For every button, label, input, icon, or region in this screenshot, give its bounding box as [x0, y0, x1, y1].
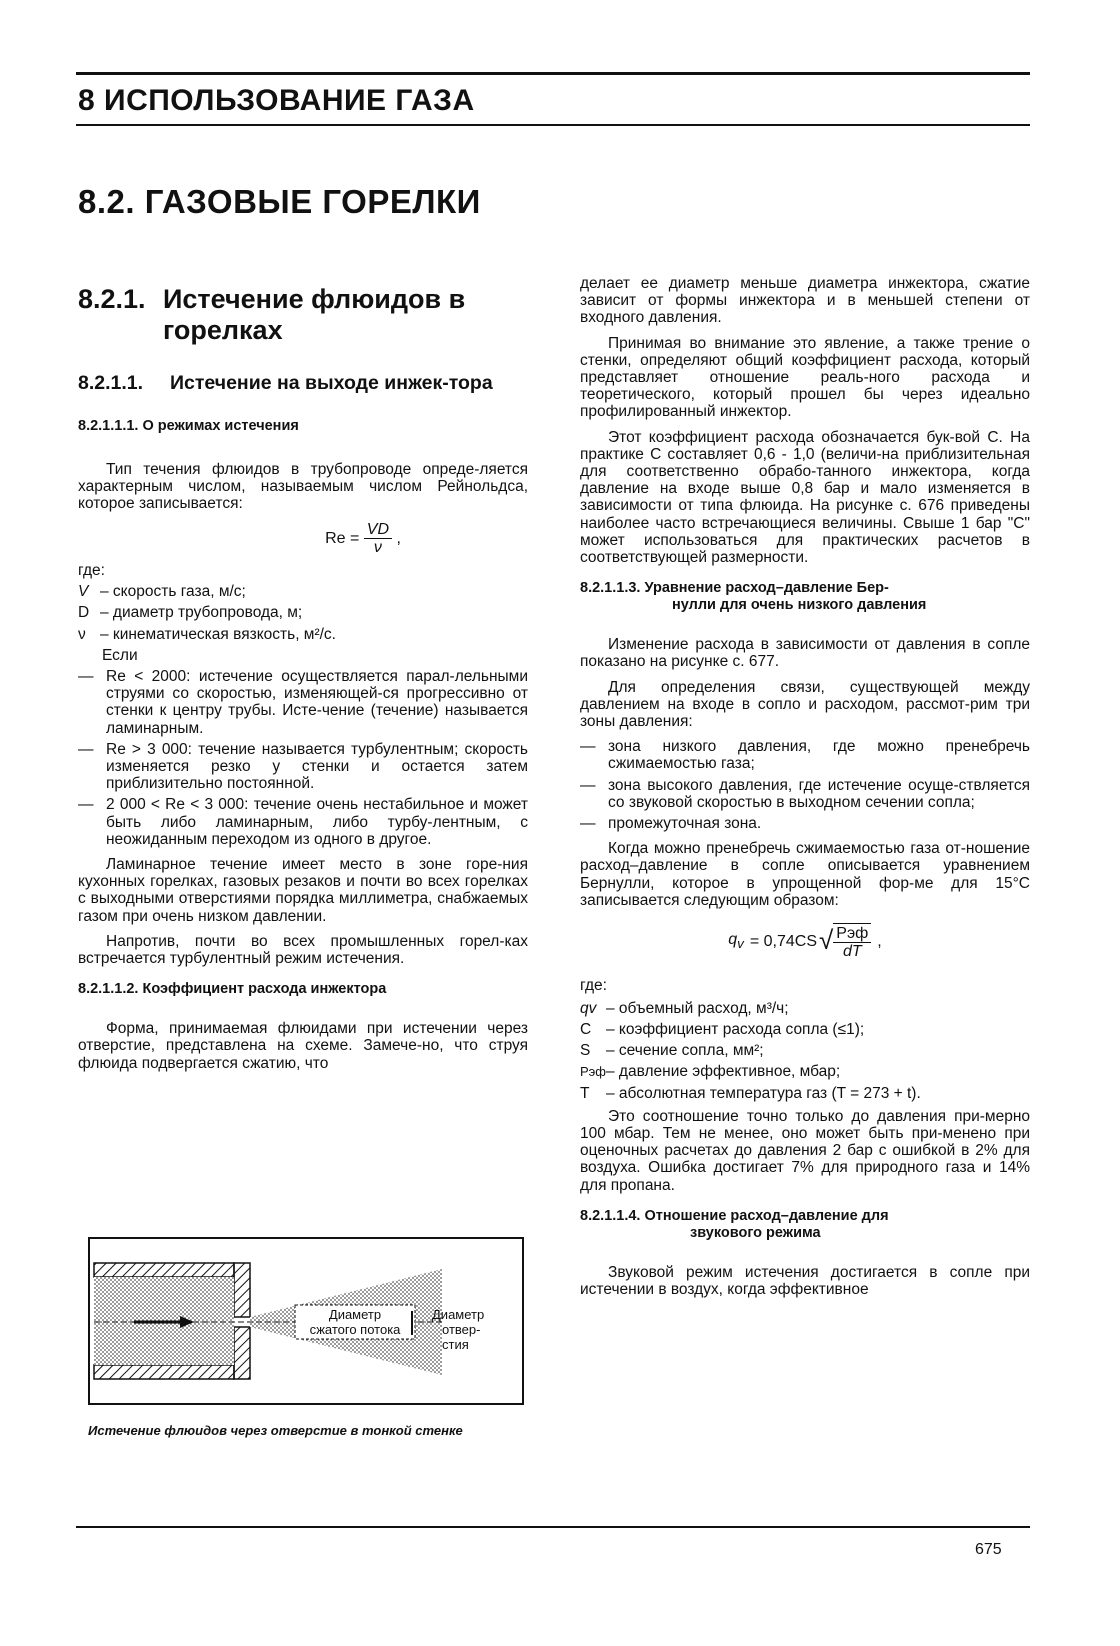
pipe-wall-top: [94, 1263, 234, 1277]
heading-text: Уравнение расход–давление Бер-: [644, 580, 889, 597]
definition-item: [78, 626, 528, 643]
def-symbol: C: [580, 1020, 592, 1038]
formula-tail: ,: [396, 529, 401, 547]
def-text: – сечение сопла, мм²;: [606, 1042, 764, 1060]
list-item-text: зона низкого давления, где можно пренебречь сжимаемостью газа;: [608, 738, 1030, 773]
heading-8-2-1-1: [78, 372, 528, 394]
formula-lhs: Re =: [325, 529, 360, 547]
formula-denominator: ν: [373, 538, 382, 556]
figure-caption: Истечение флюидов через отверстие в тонкой стенке: [88, 1423, 463, 1438]
definition-list: [78, 583, 528, 643]
label-line: стия: [442, 1337, 469, 1352]
paragraph: Звуковой режим истечения достигается в сопле при истечении в воздух, когда эффективное: [580, 1263, 1030, 1298]
where-label: где:: [580, 976, 607, 994]
def-symbol: qv: [580, 999, 597, 1017]
formula-fraction: [364, 521, 392, 556]
where-label: где:: [78, 562, 105, 580]
label-line: сжатого потока: [309, 1322, 401, 1337]
definition-list: [580, 1000, 1030, 1102]
def-symbol: Pэф: [580, 1064, 606, 1080]
list-item: [78, 741, 528, 793]
paragraph: Когда можно пренебречь сжимаемостью газа от-ношение расход–давление в сопле описывается уравнением Бернулли, которое в упрощенной фор-ме для 15°С записывается следующим образом:: [580, 840, 1030, 909]
heading-8-2-1: [78, 284, 528, 346]
reynolds-formula: [198, 521, 528, 556]
list-item-text: Re < 2000: истечение осуществляется парал-лельными струями со скоростью, изменяющей-ся прогрессивно от стенки к центру трубы. Исте-чение (течение) называется ламинарным.: [106, 668, 528, 737]
chapter-rule: [76, 124, 1030, 126]
heading-text: Истечение на выходе инжек-тора: [170, 372, 493, 394]
dash-bullet: —: [580, 776, 596, 794]
heading-8-2-1-1-1: 8.2.1.1.1. О режимах истечения: [78, 418, 299, 434]
definition-item: [580, 1000, 1030, 1017]
heading-text: Отношение расход–давление для: [644, 1207, 889, 1224]
paragraph: Ламинарное течение имеет место в зоне горе-ния кухонных горелках, газовых резаков и почти во всех горелках с выходными отверстиями порядка миллиметра, снабжаемых газом при очень низком давлении.: [78, 856, 528, 925]
list-item: [78, 796, 528, 848]
def-symbol: D: [78, 604, 90, 622]
paragraph: Для определения связи, существующей между давлением на входе в сопло и расходом, рассмот-рим три зоны давления:: [580, 678, 1030, 731]
plate-bottom: [234, 1327, 250, 1379]
label-orifice-diameter: [432, 1307, 484, 1352]
formula-mid: = 0,74CS: [749, 933, 817, 951]
list-item: [580, 815, 1030, 832]
label-line: Диаметр: [328, 1307, 382, 1322]
definition-item: [580, 1042, 1030, 1059]
def-symbol: ν: [78, 625, 86, 643]
label-line: отвер-: [442, 1322, 481, 1337]
list-item-text: зона высокого давления, где истечение осуще-ствляется со звуковой скоростью в выходном сечении сопла;: [608, 776, 1030, 811]
paragraph: Это соотношение точно только до давления при-мерно 100 мбар. Тем не менее, оно может быть при-менено при оценочных расчетах до давления 2 бар с ошибкой в 2% для воздуха. Ошибка достигает 7% для природного газа и 14% для пропана.: [580, 1107, 1030, 1194]
list-item: [580, 738, 1030, 772]
formula-q: q: [728, 931, 738, 949]
heading-number: 8.2.1.1.4.: [580, 1207, 641, 1224]
formula-lhs: [728, 931, 744, 952]
heading-text: Истечение флюидов в горелках: [163, 284, 466, 345]
label-line: Диаметр: [432, 1307, 485, 1322]
sqrt-content: [833, 923, 871, 960]
paragraph: Форма, принимаемая флюидами при истечении через отверстие, представлена на схеме. Замече-но, что струя флюида подвергается сжатию, что: [78, 1020, 528, 1072]
heading-text: звукового режима: [690, 1224, 821, 1241]
def-text: – объемный расход, м³/ч;: [606, 999, 789, 1017]
heading-8-2-1-1-2: 8.2.1.1.2. Коэффициент расхода инжектора: [78, 981, 387, 998]
chapter-title: 8 ИСПОЛЬЗОВАНИЕ ГАЗА: [78, 84, 475, 117]
label-contracted-diameter: [296, 1307, 414, 1337]
definition-item: [580, 1063, 1030, 1080]
def-symbol: T: [580, 1084, 590, 1102]
def-text: – давление эффективное, мбар;: [606, 1063, 841, 1081]
definition-item: [78, 604, 528, 621]
formula-numerator: VD: [364, 521, 392, 539]
dash-bullet: —: [78, 668, 94, 686]
pipe-wall-bottom: [94, 1365, 234, 1379]
paragraph: Изменение расхода в зависимости от давления в сопле показано на рисунке с. 677.: [580, 636, 1030, 671]
heading-number: 8.2.1.1.3.: [580, 580, 641, 597]
right-column: [580, 275, 1030, 1306]
list-item-text: Re > 3 000: течение называется турбулентным; скорость изменяется резко у стенки и остается затем приблизительно постоянной.: [106, 740, 528, 793]
heading-number: 8.2.1.1.: [78, 372, 144, 394]
formula-numerator: Pэф: [833, 925, 871, 943]
definition-item: [580, 1021, 1030, 1038]
list-item: [78, 668, 528, 737]
bernoulli-formula: [580, 923, 1030, 960]
paragraph: Напротив, почти во всех промышленных горел-ках встречается турбулентный режим истечения.: [78, 932, 528, 968]
dash-bullet: —: [78, 740, 94, 758]
list-item-text: 2 000 < Re < 3 000: течение очень нестабильное и может быть либо ламинарным, либо турбу-лентным, с неожиданным переходом из одного в другое.: [106, 796, 528, 848]
dash-bullet: —: [580, 738, 596, 756]
formula-sqrt: [819, 923, 871, 960]
def-text: – абсолютная температура газ (T = 273 + t).: [606, 1084, 921, 1102]
formula-tail: ,: [877, 933, 882, 951]
def-text: – скорость газа, м/с;: [100, 583, 246, 601]
dash-bullet: —: [78, 796, 94, 814]
formula-fraction: [833, 925, 871, 960]
if-label: Если: [102, 646, 138, 664]
page-number: 675: [975, 1541, 1002, 1558]
def-text: – коэффициент расхода сопла (≤1);: [606, 1020, 865, 1038]
def-symbol: V: [78, 583, 89, 601]
heading-number: 8.2.1.: [78, 284, 146, 314]
dash-bullet: —: [580, 815, 596, 833]
section-title: 8.2. ГАЗОВЫЕ ГОРЕЛКИ: [78, 183, 481, 220]
paragraph: Тип течения флюидов в трубопроводе опреде-ляется характерным числом, называемым числом Рейнольдса, которое записывается:: [78, 461, 528, 513]
def-text: – диаметр трубопровода, м;: [100, 604, 303, 622]
footer-rule: [76, 1526, 1030, 1528]
top-rule: [76, 72, 1030, 75]
sqrt-sign: √: [819, 925, 834, 956]
left-column: [78, 284, 528, 1080]
paragraph: Принимая во внимание это явление, а также трение о стенки, определяют общий коэффициент расхода, который представляет отношение реаль-ного расхода и теоретического, который прошел бы через идеально профилированный инжектор.: [580, 334, 1030, 421]
orifice-flow-figure: [88, 1237, 524, 1405]
heading-8-2-1-1-3: [580, 580, 1030, 614]
def-text: – кинематическая вязкость, м²/с.: [100, 625, 336, 643]
list-item-text: промежуточная зона.: [608, 815, 762, 833]
heading-text: нулли для очень низкого давления: [672, 597, 927, 614]
definition-item: [78, 583, 528, 600]
formula-q-subscript: v: [737, 936, 744, 952]
def-symbol: S: [580, 1042, 591, 1060]
list-item: [580, 777, 1030, 811]
definition-item: [580, 1085, 1030, 1102]
paragraph: Этот коэффициент расхода обозначается бук-вой С. На практике С составляет 0,6 - 1,0 (величи-на приблизительная для соответственно обрабо-танного инжектора, когда давление на входе выше 0,8 бар и мало изменяется в зависимости от типа флюида. На рисунке с. 676 приведены наиболее часто встречающиеся величины. Свыше 1 бар "С" может использоваться для практических расчетов в соответствующей размерности.: [580, 428, 1030, 567]
heading-8-2-1-1-4: [580, 1208, 1030, 1242]
plate-top: [234, 1263, 250, 1317]
formula-denominator: dT: [842, 943, 862, 961]
paragraph: делает ее диаметр меньше диаметра инжектора, сжатие зависит от формы инжектора и в меньшей степени от входного давления.: [580, 275, 1030, 327]
